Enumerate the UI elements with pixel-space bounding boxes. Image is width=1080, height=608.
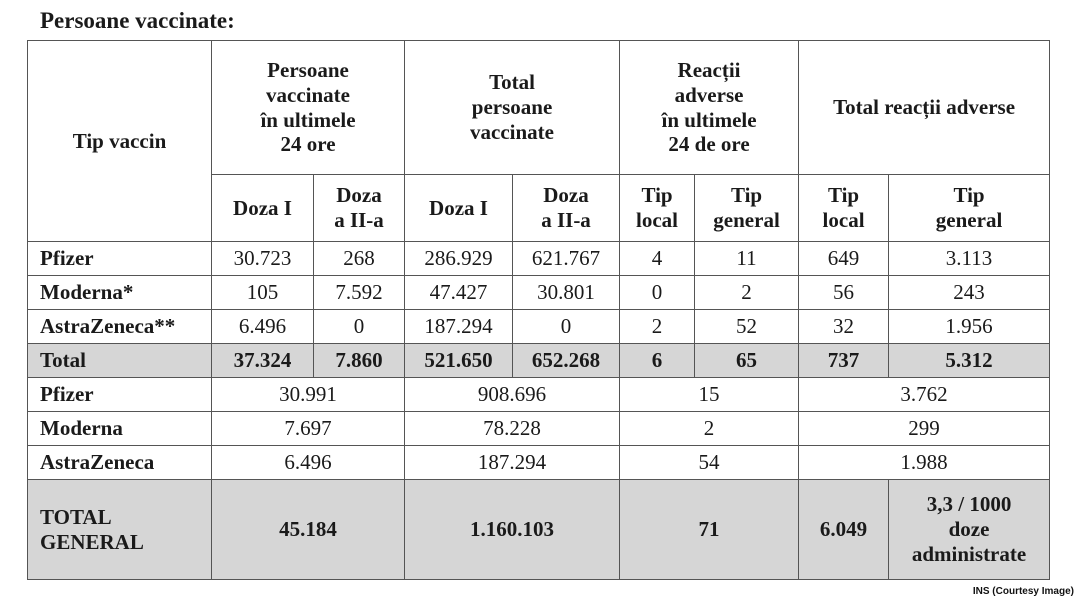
table-cell: 65 <box>695 344 799 378</box>
table-cell: 6.049 <box>799 480 889 580</box>
table-cell: 52 <box>695 310 799 344</box>
table-cell: 286.929 <box>405 242 513 276</box>
header-line: în ultimele <box>661 107 757 132</box>
subheader-label: general <box>713 208 780 232</box>
table-cell: 15 <box>620 378 799 412</box>
header-adverse-24h <box>620 41 799 175</box>
table-row-pfizer <box>28 242 1050 276</box>
subheader-label: Doza <box>336 183 382 208</box>
table-cell: 299 <box>799 412 1050 446</box>
table-cell: 5.312 <box>889 344 1050 378</box>
header-line: persoane <box>471 95 553 120</box>
subheader-tip-local <box>799 175 889 242</box>
header-line: 24 de ore <box>668 132 750 157</box>
header-row-groups <box>28 41 1050 175</box>
table-cell: 243 <box>889 276 1050 310</box>
header-total-adverse <box>799 41 1050 175</box>
table-cell: 45.184 <box>212 480 405 580</box>
table-cell: 2 <box>620 412 799 446</box>
header-vaccinated-24h <box>212 41 405 175</box>
table-cell: 47.427 <box>405 276 513 310</box>
table-cell: 30.801 <box>513 276 620 310</box>
header-line: în ultimele <box>260 107 356 132</box>
table-cell: 7.697 <box>212 412 405 446</box>
header-line: adverse <box>674 82 744 107</box>
table-cell: 2 <box>620 310 695 344</box>
table-row-moderna <box>28 276 1050 310</box>
header-total-vaccinated <box>405 41 620 175</box>
table-cell: 56 <box>799 276 889 310</box>
table-cell: 54 <box>620 446 799 480</box>
subheader-doza-ii <box>513 175 620 242</box>
table-cell: 187.294 <box>405 310 513 344</box>
table-cell: 78.228 <box>405 412 620 446</box>
row-label: Pfizer <box>28 378 212 412</box>
table-cell: 105 <box>212 276 314 310</box>
subheader-label: Doza I <box>429 195 488 220</box>
table-cell: 1.160.103 <box>405 480 620 580</box>
table-cell: 4 <box>620 242 695 276</box>
subheader-label: Tip <box>641 183 673 208</box>
subheader-doza-i <box>212 175 314 242</box>
subheader-doza-i <box>405 175 513 242</box>
table-cell: 0 <box>314 310 405 344</box>
row-label: Moderna* <box>28 276 212 310</box>
table-cell: 3.762 <box>799 378 1050 412</box>
table-cell: 7.592 <box>314 276 405 310</box>
table-cell: 649 <box>799 242 889 276</box>
ratio-line: administrate <box>911 541 1027 566</box>
ratio-line: 3,3 / 1000 <box>926 492 1012 517</box>
header-tip-vaccin-label: Tip vaccin <box>72 128 167 153</box>
header-tip-vaccin <box>28 41 212 242</box>
table-cell: 30.991 <box>212 378 405 412</box>
subheader-label: Doza <box>543 183 589 208</box>
ratio-line: doze <box>948 517 990 542</box>
row-label-line: TOTAL <box>40 504 112 529</box>
table-cell: 6 <box>620 344 695 378</box>
table-cell: 11 <box>695 242 799 276</box>
table-cell: 6.496 <box>212 310 314 344</box>
subheader-tip-local <box>620 175 695 242</box>
subheader-label: a II-a <box>334 208 384 232</box>
row-label: Pfizer <box>28 242 212 276</box>
table-title: Persoane vaccinate: <box>40 8 235 33</box>
ratio-cell <box>889 480 1050 580</box>
summary-row-pfizer <box>28 378 1050 412</box>
table-cell: 1.956 <box>889 310 1050 344</box>
subheader-label: a II-a <box>541 208 591 232</box>
table-cell: 652.268 <box>513 344 620 378</box>
row-label: AstraZeneca <box>28 446 212 480</box>
header-line: vaccinate <box>470 119 555 144</box>
row-label: Moderna <box>28 412 212 446</box>
row-label: AstraZeneca** <box>28 310 212 344</box>
table-cell: 71 <box>620 480 799 580</box>
summary-row-astrazeneca <box>28 446 1050 480</box>
table-cell: 737 <box>799 344 889 378</box>
header-line: Total reacții adverse <box>833 95 1016 120</box>
table-cell: 37.324 <box>212 344 314 378</box>
subheader-tip-general <box>695 175 799 242</box>
table-cell: 32 <box>799 310 889 344</box>
table-cell: 2 <box>695 276 799 310</box>
table-cell: 187.294 <box>405 446 620 480</box>
subheader-tip-general <box>889 175 1050 242</box>
table-cell: 3.113 <box>889 242 1050 276</box>
header-line: Reacții <box>677 57 741 82</box>
table-cell: 1.988 <box>799 446 1050 480</box>
table-cell: 908.696 <box>405 378 620 412</box>
table-cell: 30.723 <box>212 242 314 276</box>
subheader-label: Tip <box>730 183 763 208</box>
header-line: Total <box>489 70 535 95</box>
row-label-line: GENERAL <box>40 529 144 554</box>
header-line: vaccinate <box>266 82 350 107</box>
subheader-label: Doza I <box>233 195 292 220</box>
table-cell: 6.496 <box>212 446 405 480</box>
table-row-astrazeneca <box>28 310 1050 344</box>
table-cell: 268 <box>314 242 405 276</box>
subheader-doza-ii <box>314 175 405 242</box>
subheader-label: local <box>636 208 679 232</box>
header-line: 24 ore <box>280 132 336 157</box>
table-row-grand-total <box>28 480 1050 580</box>
vaccination-table <box>27 40 1050 580</box>
table-cell: 521.650 <box>405 344 513 378</box>
subheader-label: general <box>935 208 1003 232</box>
header-line: Persoane <box>267 57 349 82</box>
image-credit: INS (Courtesy Image) <box>967 583 1080 600</box>
subheader-label: Tip <box>953 183 985 208</box>
table-row-total <box>28 344 1050 378</box>
table-cell: 7.860 <box>314 344 405 378</box>
row-label <box>28 480 212 580</box>
table-cell: 621.767 <box>513 242 620 276</box>
summary-row-moderna <box>28 412 1050 446</box>
table-cell: 0 <box>620 276 695 310</box>
table-cell: 0 <box>513 310 620 344</box>
subheader-label: local <box>822 208 865 232</box>
subheader-label: Tip <box>827 183 860 208</box>
row-label: Total <box>28 344 212 378</box>
